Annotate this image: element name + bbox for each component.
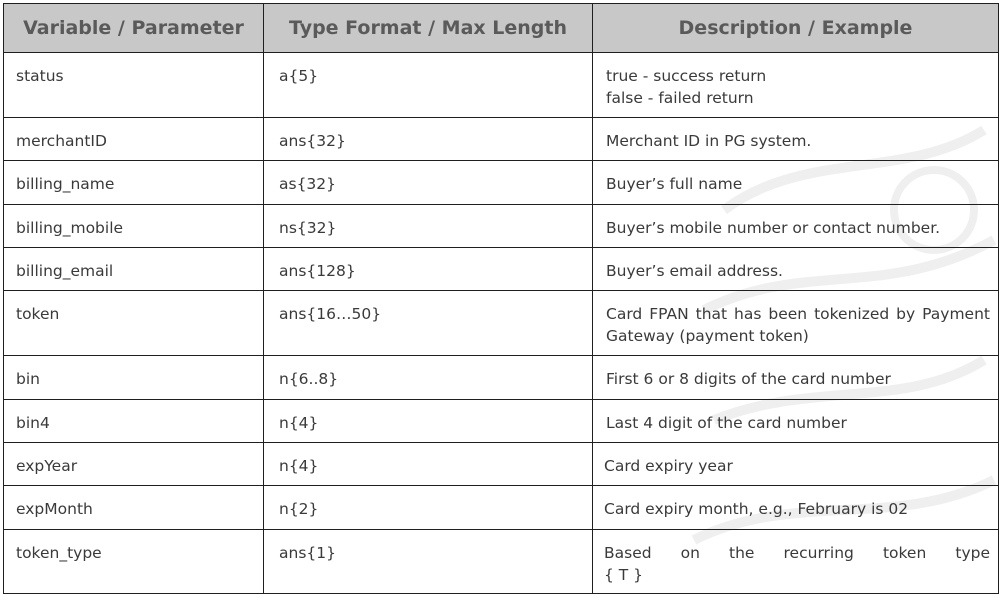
param-type: n{4} [264, 443, 593, 486]
param-desc [593, 530, 999, 594]
desc-line: true - success return [606, 67, 767, 85]
param-desc: Card FPAN that has been tokenized by Payment Gateway (payment token) [593, 291, 999, 356]
param-desc: Buyer’s full name [593, 161, 999, 205]
param-name: expMonth [4, 486, 264, 530]
table-row [4, 248, 999, 291]
param-name: token [4, 291, 264, 356]
param-type: ans{32} [264, 118, 593, 161]
table-row [4, 161, 999, 205]
parameter-table [3, 3, 999, 594]
table-row [4, 291, 999, 356]
table-row [4, 53, 999, 118]
param-name: status [4, 53, 264, 118]
table-row [4, 530, 999, 594]
param-desc [593, 53, 999, 118]
table-row [4, 356, 999, 400]
param-name: billing_email [4, 248, 264, 291]
param-name: token_type [4, 530, 264, 594]
param-desc: Last 4 digit of the card number [593, 400, 999, 443]
param-type: n{4} [264, 400, 593, 443]
table-row [4, 118, 999, 161]
table-header-row [4, 4, 999, 53]
param-desc: Card expiry year [593, 443, 999, 486]
param-desc: Card expiry month, e.g., February is 02 [593, 486, 999, 530]
param-name: billing_mobile [4, 205, 264, 248]
param-type: ans{1} [264, 530, 593, 594]
param-type: n{6..8} [264, 356, 593, 400]
param-name: expYear [4, 443, 264, 486]
param-name: billing_name [4, 161, 264, 205]
param-type: ns{32} [264, 205, 593, 248]
param-type: as{32} [264, 161, 593, 205]
header-type: Type Format / Max Length [264, 4, 593, 53]
table-row [4, 205, 999, 248]
param-type: a{5} [264, 53, 593, 118]
header-variable: Variable / Parameter [4, 4, 264, 53]
param-desc: Buyer’s email address. [593, 248, 999, 291]
param-name: merchantID [4, 118, 264, 161]
param-desc: Buyer’s mobile number or contact number. [593, 205, 999, 248]
desc-line: false - failed return [606, 89, 754, 107]
desc-line: Based on the recurring token type [604, 544, 990, 562]
param-desc: Merchant ID in PG system. [593, 118, 999, 161]
param-name: bin4 [4, 400, 264, 443]
desc-line: { T } [604, 566, 644, 584]
param-type: n{2} [264, 486, 593, 530]
param-type: ans{16…50} [264, 291, 593, 356]
param-type: ans{128} [264, 248, 593, 291]
table-row [4, 443, 999, 486]
param-desc: First 6 or 8 digits of the card number [593, 356, 999, 400]
param-name: bin [4, 356, 264, 400]
table-row [4, 400, 999, 443]
header-description: Description / Example [593, 4, 999, 53]
table-row [4, 486, 999, 530]
